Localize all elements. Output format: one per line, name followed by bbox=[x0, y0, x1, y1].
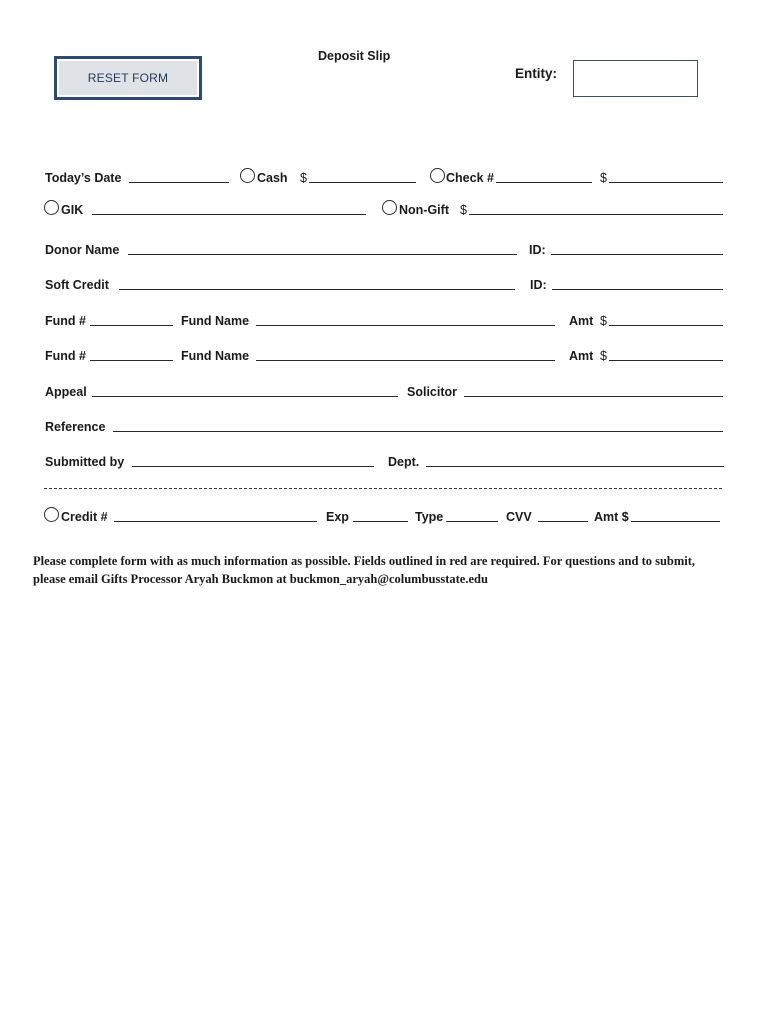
reset-form-button[interactable]: RESET FORM bbox=[54, 56, 202, 100]
gik-field[interactable] bbox=[92, 202, 366, 215]
donor-id-label: ID: bbox=[529, 243, 546, 257]
dept-label: Dept. bbox=[388, 455, 420, 469]
cash-currency: $ bbox=[300, 171, 307, 185]
exp-label: Exp bbox=[326, 510, 349, 524]
fund-amt-label: Amt bbox=[569, 314, 594, 328]
cvv-field[interactable] bbox=[538, 509, 588, 522]
cash-amount-field[interactable] bbox=[309, 170, 416, 183]
reference-field[interactable] bbox=[113, 419, 723, 432]
cvv-label: CVV bbox=[506, 510, 532, 524]
nongift-label: Non-Gift bbox=[399, 203, 449, 217]
exp-field[interactable] bbox=[353, 509, 408, 522]
fund-amt-currency: $ bbox=[600, 314, 607, 328]
soft-credit-label: Soft Credit bbox=[45, 278, 109, 292]
check-number-field[interactable] bbox=[496, 170, 592, 183]
page-title: Deposit Slip bbox=[318, 49, 391, 63]
credit-number-field[interactable] bbox=[114, 509, 317, 522]
cash-label: Cash bbox=[257, 171, 288, 185]
appeal-label: Appeal bbox=[45, 385, 87, 399]
fund-amt-currency: $ bbox=[600, 349, 607, 363]
donor-name-label: Donor Name bbox=[45, 243, 120, 257]
soft-credit-field[interactable] bbox=[119, 277, 515, 290]
gik-label: GIK bbox=[61, 203, 84, 217]
fund-amt-field[interactable] bbox=[609, 348, 723, 361]
fund-number-label: Fund # bbox=[45, 349, 86, 363]
soft-credit-id-field[interactable] bbox=[552, 277, 723, 290]
fund-name-label: Fund Name bbox=[181, 349, 250, 363]
nongift-currency: $ bbox=[460, 203, 467, 217]
donor-id-field[interactable] bbox=[551, 242, 723, 255]
donor-name-field[interactable] bbox=[128, 242, 517, 255]
check-amount-field[interactable] bbox=[609, 170, 723, 183]
entity-field[interactable] bbox=[573, 60, 698, 97]
date-label: Today’s Date bbox=[45, 171, 122, 185]
solicitor-label: Solicitor bbox=[407, 385, 458, 399]
fund-amt-label: Amt bbox=[569, 349, 594, 363]
fund-name-field[interactable] bbox=[256, 348, 555, 361]
type-field[interactable] bbox=[446, 509, 498, 522]
nongift-radio[interactable] bbox=[382, 200, 397, 215]
gik-radio[interactable] bbox=[44, 200, 59, 215]
check-radio[interactable] bbox=[430, 168, 445, 183]
check-currency: $ bbox=[600, 171, 607, 185]
reference-label: Reference bbox=[45, 420, 106, 434]
fund-name-label: Fund Name bbox=[181, 314, 250, 328]
fund-name-field[interactable] bbox=[256, 313, 555, 326]
dashed-divider bbox=[44, 488, 722, 489]
credit-amt-label: Amt $ bbox=[594, 510, 629, 524]
solicitor-field[interactable] bbox=[464, 384, 723, 397]
fund-number-field[interactable] bbox=[90, 313, 173, 326]
dept-field[interactable] bbox=[426, 454, 724, 467]
appeal-field[interactable] bbox=[92, 384, 398, 397]
instructions-text: Please complete form with as much information as possible. Fields outlined in red are required. For questions and to submit, please email Gifts Processor Aryah Buckmon at buckmon_aryah@columbusstate.edu bbox=[33, 554, 696, 586]
submitted-by-field[interactable] bbox=[132, 454, 374, 467]
nongift-amount-field[interactable] bbox=[469, 202, 723, 215]
check-label: Check # bbox=[446, 171, 494, 185]
credit-amt-field[interactable] bbox=[631, 509, 720, 522]
soft-credit-id-label: ID: bbox=[530, 278, 547, 292]
date-field[interactable] bbox=[129, 170, 229, 183]
credit-radio[interactable] bbox=[44, 507, 59, 522]
entity-label: Entity: bbox=[515, 66, 557, 81]
type-label: Type bbox=[415, 510, 444, 524]
cash-radio[interactable] bbox=[240, 168, 255, 183]
fund-number-label: Fund # bbox=[45, 314, 86, 328]
fund-amt-field[interactable] bbox=[609, 313, 723, 326]
submitted-by-label: Submitted by bbox=[45, 455, 125, 469]
credit-label: Credit # bbox=[61, 510, 108, 524]
fund-number-field[interactable] bbox=[90, 348, 173, 361]
